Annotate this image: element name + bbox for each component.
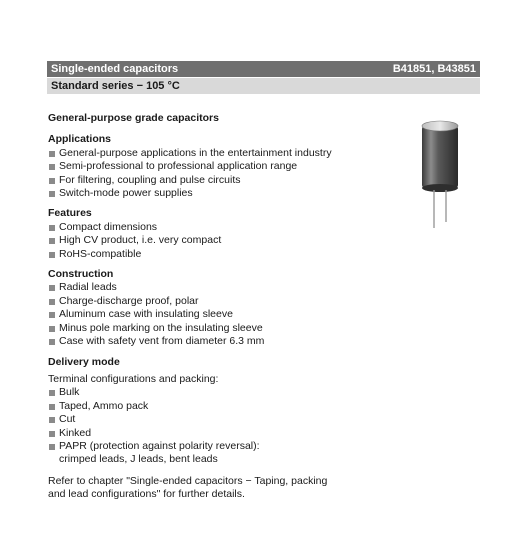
list-item: Switch-mode power supplies <box>48 187 348 200</box>
list-item: Taped, Ammo pack <box>48 400 348 413</box>
delivery-list <box>48 386 348 466</box>
delivery-heading: Delivery mode <box>48 355 120 368</box>
list-item: Case with safety vent from diameter 6.3 mm <box>48 335 348 348</box>
list-item: Radial leads <box>48 281 348 294</box>
delivery-intro: Terminal configurations and packing: <box>48 372 219 385</box>
applications-heading: Applications <box>48 133 112 146</box>
features-heading: Features <box>48 207 92 220</box>
list-item: PAPR (protection against polarity reversal): <box>48 440 348 453</box>
list-item-continuation: crimped leads, J leads, bent leads <box>59 453 218 466</box>
list-item: Semi-professional to professional application range <box>48 160 348 173</box>
list-item: RoHS-compatible <box>48 248 348 261</box>
applications-list <box>48 147 348 201</box>
capacitor-image <box>418 118 462 230</box>
list-item: Compact dimensions <box>48 221 348 234</box>
series-bar <box>47 78 480 94</box>
features-list <box>48 221 348 261</box>
list-item: Aluminum case with insulating sleeve <box>48 308 348 321</box>
list-item: Charge-discharge proof, polar <box>48 295 348 308</box>
header-codes: B41851, B43851 <box>392 63 476 75</box>
list-item: Bulk <box>48 386 348 399</box>
list-item: Cut <box>48 413 348 426</box>
header-bar <box>47 61 480 77</box>
list-item: Minus pole marking on the insulating sleeve <box>48 322 348 335</box>
series-label: Standard series − 105 °C <box>51 80 180 92</box>
list-item: General-purpose applications in the entertainment industry <box>48 147 348 160</box>
list-item: High CV product, i.e. very compact <box>48 234 348 247</box>
header-title: Single-ended capacitors <box>51 63 179 75</box>
footer-note-line-1: Refer to chapter "Single-ended capacitors − Taping, packing <box>48 474 328 487</box>
construction-heading: Construction <box>48 268 114 281</box>
main-title: General-purpose grade capacitors <box>48 112 219 124</box>
footer-note-line-2: and lead configurations" for further details. <box>48 488 245 501</box>
list-item: Kinked <box>48 427 348 440</box>
construction-list <box>48 281 348 348</box>
document-body <box>48 112 348 502</box>
list-item: For filtering, coupling and pulse circuits <box>48 174 348 187</box>
